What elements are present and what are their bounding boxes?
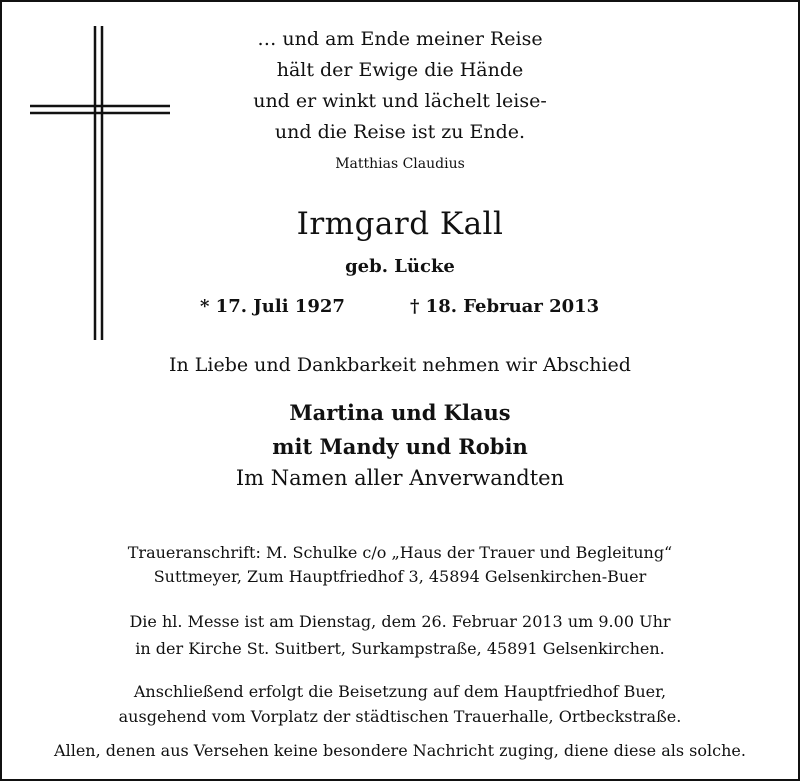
mourners-line: mit Mandy und Robin [272,434,528,459]
mourners-line: Im Namen aller Anverwandten [235,466,565,490]
poem-line: hält der Ewige die Hände [276,59,524,81]
closing-text: Allen, denen aus Versehen keine besondere Nachricht zuging, diene diese als solche. [54,741,746,760]
poem-author: Matthias Claudius [335,156,465,172]
birth-date: * 17. Juli 1927 [200,296,345,317]
poem-line: und die Reise ist zu Ende. [274,121,526,143]
farewell-text: In Liebe und Dankbarkeit nehmen wir Abschied [169,354,631,376]
burial-line: Anschließend erfolgt die Beisetzung auf dem Hauptfriedhof Buer, [133,682,667,701]
mass-line: Die hl. Messe ist am Dienstag, dem 26. Februar 2013 um 9.00 Uhr [129,612,671,631]
poem-line: … und am Ende meiner Reise [257,28,543,50]
deceased-name: Irmgard Kall [296,206,504,242]
death-date: † 18. Februar 2013 [410,296,600,317]
address-line: Traueranschrift: M. Schulke c/o „Haus der Trauer und Begleitung“ [127,543,673,562]
maiden-name: geb. Lücke [345,256,455,277]
mourners-line: Martina und Klaus [289,400,511,425]
poem-line: und er winkt und lächelt leise- [253,90,547,112]
address-line: Suttmeyer, Zum Hauptfriedhof 3, 45894 Gelsenkirchen-Buer [153,567,647,586]
mass-line: in der Kirche St. Suitbert, Surkampstraße, 45891 Gelsenkirchen. [135,639,665,658]
burial-line: ausgehend vom Vorplatz der städtischen Trauerhalle, Ortbeckstraße. [118,707,682,726]
